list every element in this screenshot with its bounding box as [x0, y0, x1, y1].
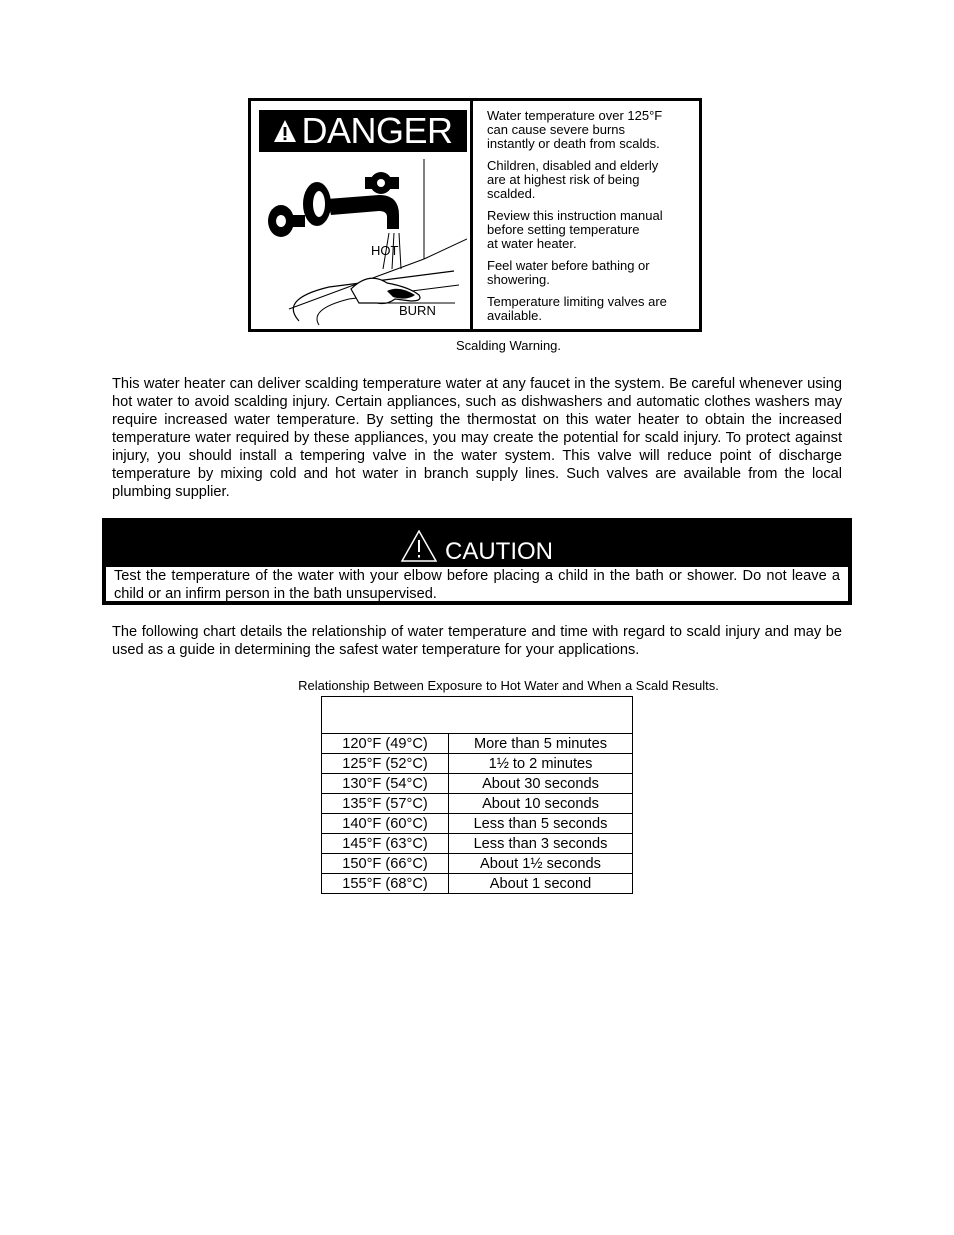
temperature-cell: 125°F (52°C): [322, 754, 449, 774]
table-row: [322, 874, 633, 894]
danger-message: Temperature limiting valves are available.: [487, 294, 667, 323]
table-caption: Relationship Between Exposure to Hot Water and When a Scald Results.: [298, 678, 719, 693]
intro-paragraph: This water heater can deliver scalding temperature water at any faucet in the system. Be careful whenever using hot water to avoid scalding injury. Certain appliances, such as dishwashers and automatic clothes washers may require increased water temperature. By setting the thermostat on this water heater to obtain the increased temperature water required by these appliances, you may create the potential for scald injury. To protect against injury, you should install a tempering valve in the water system. This valve will reduce point of discharge temperature by mixing cold and hot water in branch supply lines. Such valves are available from the local plumbing supplier.: [112, 376, 842, 500]
temperature-cell: 130°F (54°C): [322, 774, 449, 794]
time-to-burn-cell: About 10 seconds: [449, 794, 633, 814]
table-row: [322, 754, 633, 774]
caution-text: Test the temperature of the water with your elbow before placing a child in the bath or shower. Do not leave a child or an infirm person in the bath unsupervised.: [106, 567, 848, 601]
time-to-burn-cell: About 30 seconds: [449, 774, 633, 794]
faucet-scald-illustration: [259, 159, 467, 327]
temperature-cell: 135°F (57°C): [322, 794, 449, 814]
danger-label: [248, 98, 702, 332]
table-row: [322, 774, 633, 794]
danger-heading: [259, 110, 467, 152]
chart-paragraph: The following chart details the relationship of water temperature and time with regard to scald injury and may be used as a guide in determining the safest water temperature for your applications.: [112, 624, 842, 658]
temperature-cell: 145°F (63°C): [322, 834, 449, 854]
danger-message: Children, disabled and elderly are at highest risk of being scalded.: [487, 158, 659, 201]
time-to-burn-cell: More than 5 minutes: [449, 734, 633, 754]
temperature-cell: 140°F (60°C): [322, 814, 449, 834]
time-to-burn-cell: 1½ to 2 minutes: [449, 754, 633, 774]
time-to-burn-cell: Less than 3 seconds: [449, 834, 633, 854]
temperature-cell: 155°F (68°C): [322, 874, 449, 894]
table-row: [322, 854, 633, 874]
temperature-cell: 150°F (66°C): [322, 854, 449, 874]
scald-table: [321, 696, 633, 894]
table-row: [322, 834, 633, 854]
table-header-row: [322, 697, 633, 734]
danger-message: Review this instruction manual before setting temperature at water heater.: [487, 208, 663, 251]
temperature-cell: 120°F (49°C): [322, 734, 449, 754]
danger-message: Feel water before bathing or showering.: [487, 258, 650, 287]
caution-box: [102, 518, 852, 605]
burn-label: BURN: [399, 303, 436, 318]
danger-caption: Scalding Warning.: [456, 338, 562, 353]
table-header-cell: [322, 697, 633, 734]
time-to-burn-cell: About 1 second: [449, 874, 633, 894]
caution-heading: [104, 520, 850, 566]
table-row: [322, 734, 633, 754]
danger-messages: [487, 109, 697, 331]
danger-label-left-panel: [251, 101, 473, 329]
danger-message: Water temperature over 125°F can cause severe burns instantly or death from scalds.: [487, 108, 663, 151]
caution-heading-text: CAUTION: [445, 538, 553, 565]
danger-heading-text: DANGER: [301, 110, 453, 151]
time-to-burn-cell: About 1½ seconds: [449, 854, 633, 874]
table-row: [322, 814, 633, 834]
hot-label: HOT: [371, 243, 399, 258]
table-row: [322, 794, 633, 814]
warning-triangle-icon: [273, 119, 297, 143]
time-to-burn-cell: Less than 5 seconds: [449, 814, 633, 834]
warning-triangle-icon: [401, 530, 437, 562]
